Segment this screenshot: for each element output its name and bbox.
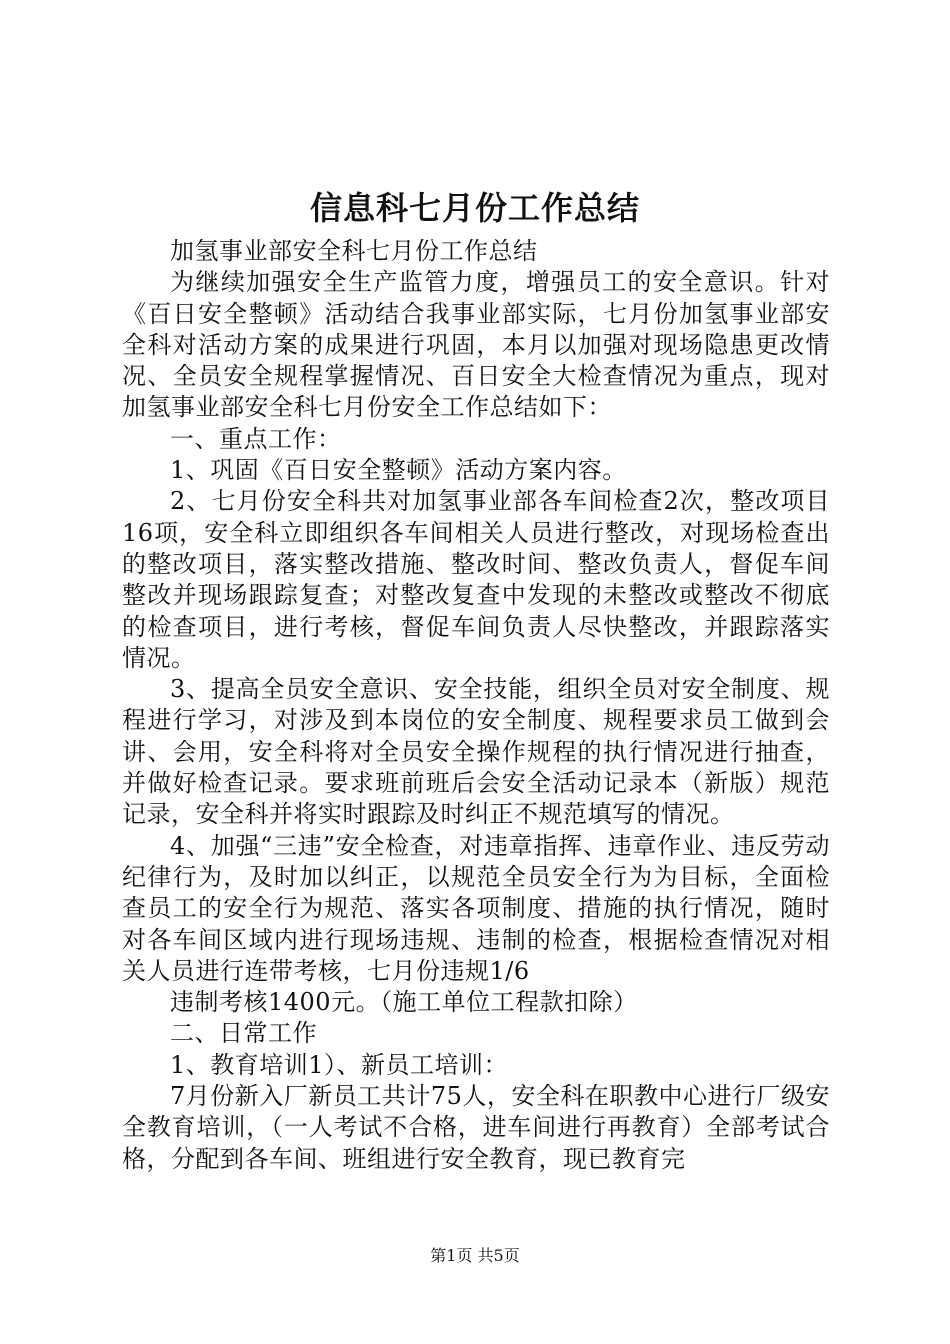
section-heading-key-work: 一、重点工作： [170, 424, 342, 453]
paragraph-new-employee-training: 7月份新入厂新员工共计75人，安全科在职教中心进行厂级安全教育培训，（一人考试不合格，进车间进行再教育）全部考试合格，分配到各车间、班组进行安全教育，现已教育完 [122, 1082, 830, 1173]
paragraph-item-1: 1、巩固《百日安全整顿》活动方案内容。 [170, 456, 627, 485]
paragraph-intro: 为继续加强安全生产监管力度，增强员工的安全意识。针对《百日安全整顿》活动结合我事业部实际，七月份加氢事业部安全科对活动方案的成果进行巩固，本月以加强对现场隐患更改情况、全员安全规程掌握情况、百日安全大检查情况为重点，现对加氢事业部安全科七月份安全工作总结如下： [122, 268, 830, 422]
paragraph-item-3: 3、提高全员安全意识、安全技能，组织全员对安全制度、规程进行学习，对涉及到本岗位的安全制度、规程要求员工做到会讲、会用，安全科将对全员安全操作规程的执行情况进行抽查，并做好检查记录。要求班前班后会安全活动记录本（新版）规范记录，安全科并将实时跟踪及时纠正不规范填写的情况。 [122, 675, 830, 829]
paragraph-item-2: 2、七月份安全科共对加氢事业部各车间检查2次，整改项目16项，安全科立即组织各车间相关人员进行整改，对现场检查出的整改项目，落实整改措施、整改时间、整改负责人，督促车间整改并现场跟踪复查；对整改复查中发现的未整改或整改不彻底的检查项目，进行考核，督促车间负责人尽快整改，并跟踪落实情况。 [122, 487, 830, 672]
document-body [122, 236, 830, 1175]
section-heading-daily-work: 二、日常工作 [170, 1019, 317, 1048]
paragraph-penalty: 违制考核1400元。（施工单位工程款扣除） [170, 988, 638, 1017]
document-title: 信息科七月份工作总结 [309, 189, 640, 227]
paragraph-item-4: 4、加强“三违”安全检查，对违章指挥、违章作业、违反劳动纪律行为，及时加以纠正，以规范全员安全行为为目标，全面检查员工的安全行为规范、落实各项制度、措施的执行情况，随时对各车间区域内进行现场违规、违制的检查，根据检查情况对相关人员进行连带考核，七月份违规1/6 [122, 831, 830, 985]
paragraph-subtitle: 加氢事业部安全科七月份工作总结 [170, 237, 538, 265]
page-footer: 第1页 共5页 [430, 1246, 520, 1265]
paragraph-training-heading: 1、教育培训1）、新员工培训： [170, 1050, 509, 1079]
